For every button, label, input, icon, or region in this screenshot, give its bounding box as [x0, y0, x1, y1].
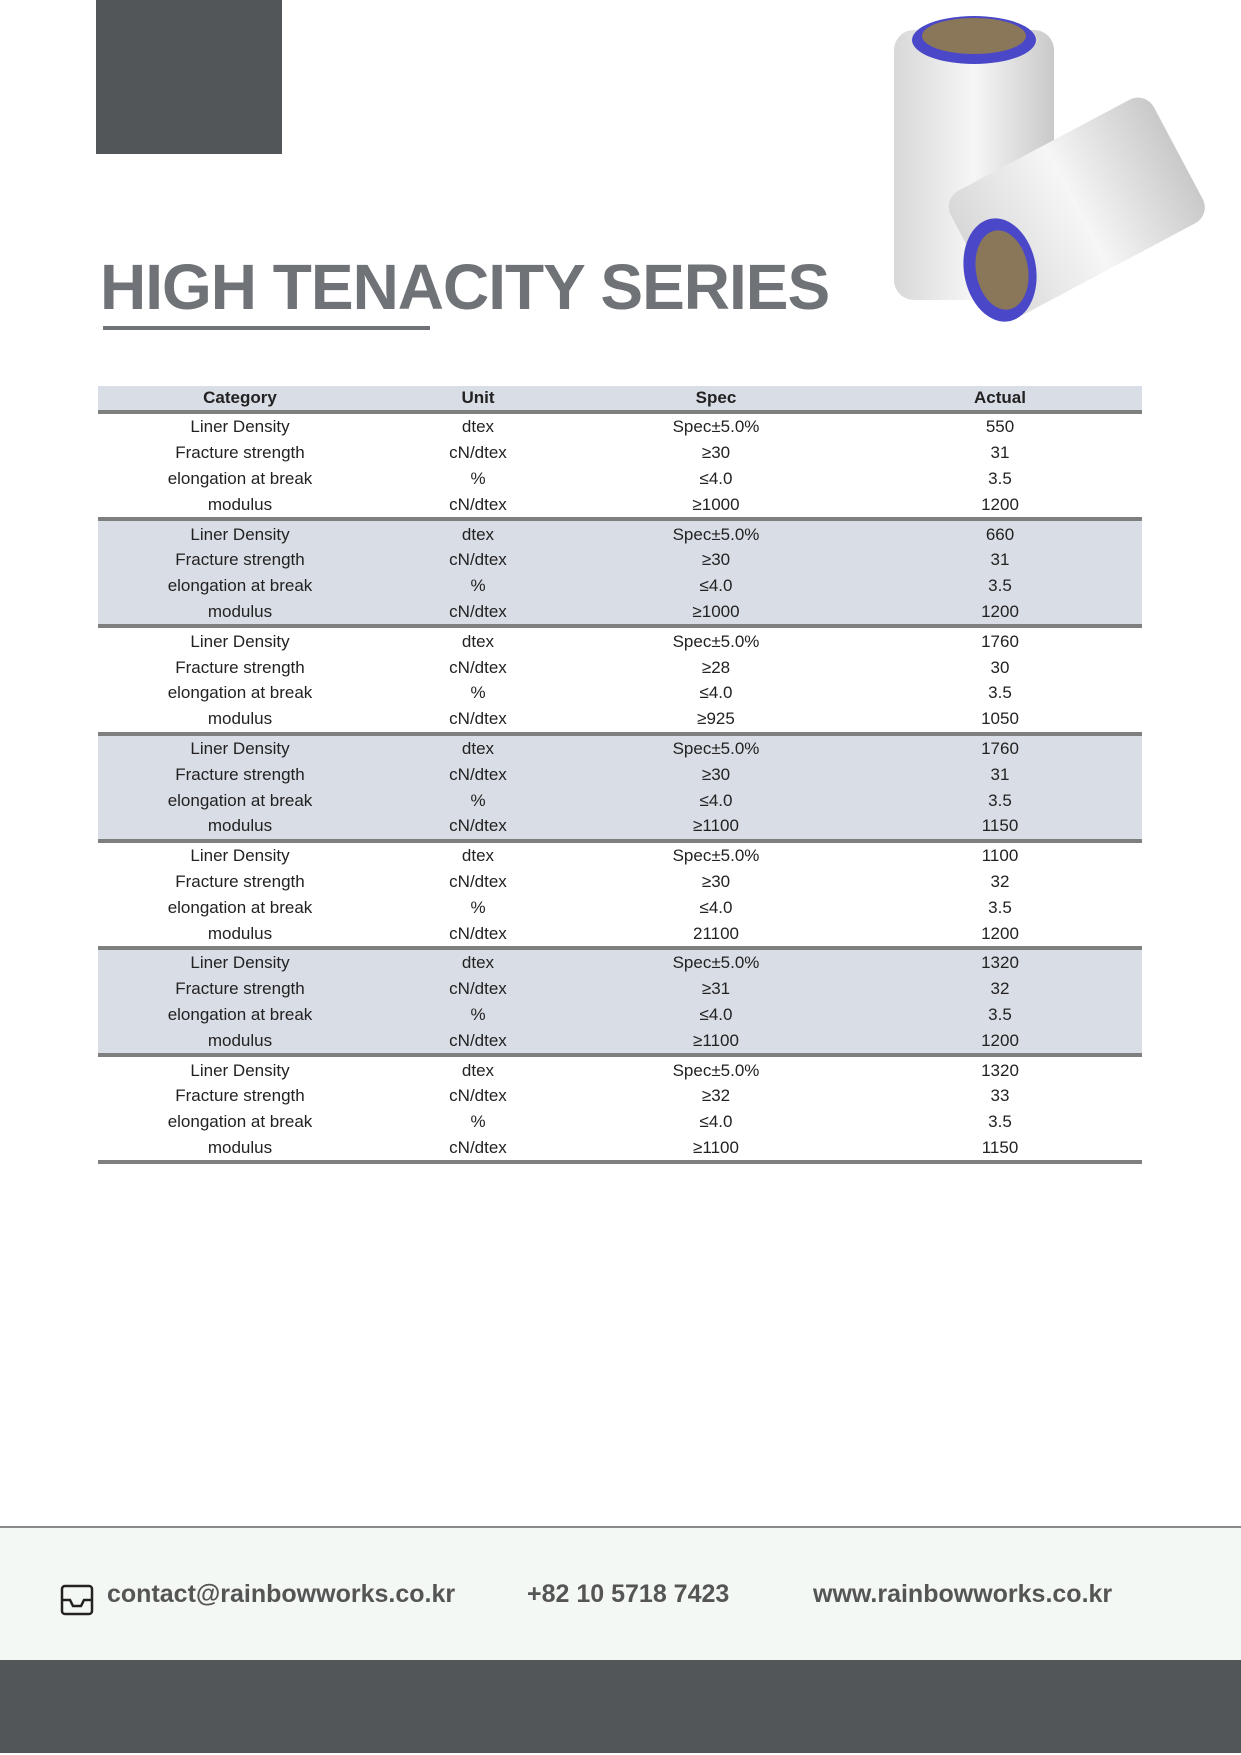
cell-spec: ≥1100 — [574, 1135, 858, 1163]
cell-category: Fracture strength — [98, 976, 382, 1002]
cell-category: elongation at break — [98, 573, 382, 599]
cell-category: Liner Density — [190, 846, 290, 866]
cell-spec: ≥925 — [574, 706, 858, 734]
cell-category: modulus — [98, 1027, 382, 1055]
footer-dark-band — [0, 1660, 1241, 1753]
cell-category: modulus — [98, 706, 382, 734]
cell-spec: Spec±5.0% — [574, 948, 858, 976]
cell-unit: dtex — [382, 948, 574, 976]
table-row — [98, 654, 1142, 680]
table-row — [98, 813, 1142, 841]
cell-spec: 21100 — [574, 920, 858, 948]
cell-unit: dtex — [461, 631, 495, 651]
cell-spec: ≥1100 — [574, 1027, 858, 1055]
cell-unit: dtex — [461, 417, 495, 437]
cell-actual: 1200 — [858, 920, 1142, 948]
cell-spec: ≥30 — [701, 871, 731, 891]
cell-category: Fracture strength — [175, 871, 305, 891]
cell-category: Fracture strength — [98, 547, 382, 573]
cell-unit: % — [382, 573, 574, 599]
cell-unit: % — [470, 897, 486, 917]
cell-spec: ≤4.0 — [699, 468, 733, 488]
header-unit: Unit — [382, 386, 574, 412]
cell-unit: % — [470, 468, 486, 488]
cell-spec: ≥1100 — [574, 813, 858, 841]
cell-unit: cN/dtex — [382, 761, 574, 787]
cell-unit: cN/dtex — [382, 491, 574, 519]
cell-actual: 33 — [990, 1086, 1010, 1106]
cell-category: elongation at break — [167, 683, 313, 703]
inbox-icon — [60, 1584, 94, 1616]
cell-category: elongation at break — [98, 787, 382, 813]
table-row — [98, 440, 1142, 466]
cell-spec: ≥1000 — [574, 599, 858, 627]
cell-unit: cN/dtex — [382, 706, 574, 734]
cell-actual: 1200 — [858, 599, 1142, 627]
cell-unit: dtex — [461, 846, 495, 866]
cell-unit: cN/dtex — [382, 547, 574, 573]
cell-category: elongation at break — [98, 1002, 382, 1028]
contact-email-link[interactable]: contact@rainbowworks.co.kr — [107, 1580, 456, 1608]
cell-actual: 1150 — [858, 813, 1142, 841]
cell-unit: dtex — [382, 734, 574, 762]
cell-spec: ≥32 — [701, 1086, 731, 1106]
cell-spec: ≤4.0 — [574, 787, 858, 813]
cell-category: Liner Density — [98, 519, 382, 547]
cell-actual: 3.5 — [988, 1112, 1012, 1132]
table-row — [98, 547, 1142, 573]
cell-actual: 1150 — [858, 1135, 1142, 1163]
cell-category: Liner Density — [190, 417, 290, 437]
cell-unit: % — [382, 787, 574, 813]
cell-category: modulus — [98, 813, 382, 841]
cell-actual: 3.5 — [858, 1002, 1142, 1028]
cell-spec: ≥30 — [574, 761, 858, 787]
cell-actual: 3.5 — [858, 573, 1142, 599]
cell-spec: ≥30 — [574, 547, 858, 573]
cell-actual: 1100 — [981, 846, 1019, 866]
table-row — [98, 1135, 1142, 1163]
table-row — [98, 680, 1142, 706]
table-row — [98, 976, 1142, 1002]
cell-spec: Spec±5.0% — [672, 1060, 760, 1080]
cell-category: Fracture strength — [98, 761, 382, 787]
cell-unit: cN/dtex — [449, 871, 507, 891]
cell-unit: cN/dtex — [382, 813, 574, 841]
cell-unit: cN/dtex — [449, 657, 507, 677]
cell-spec: ≤4.0 — [699, 683, 733, 703]
cell-spec: ≥30 — [701, 443, 731, 463]
table-row — [98, 948, 1142, 976]
cell-spec: Spec±5.0% — [574, 734, 858, 762]
table-row — [98, 787, 1142, 813]
cell-spec: ≥28 — [701, 657, 731, 677]
cell-unit: % — [470, 683, 486, 703]
table-row — [98, 599, 1142, 627]
cell-actual: 1200 — [858, 491, 1142, 519]
cell-actual: 1760 — [981, 631, 1019, 651]
cell-category: elongation at break — [167, 468, 313, 488]
cell-unit: cN/dtex — [382, 976, 574, 1002]
table-row — [98, 734, 1142, 762]
cell-category: Liner Density — [190, 631, 290, 651]
cell-actual: 3.5 — [988, 683, 1012, 703]
table-row — [98, 761, 1142, 787]
cell-actual: 660 — [858, 519, 1142, 547]
cell-unit: cN/dtex — [382, 599, 574, 627]
cell-category: modulus — [98, 491, 382, 519]
cell-unit: cN/dtex — [382, 1027, 574, 1055]
cell-category: Liner Density — [98, 948, 382, 976]
cell-actual: 3.5 — [988, 897, 1012, 917]
title-underline — [103, 326, 430, 330]
table-row — [98, 706, 1142, 734]
cell-actual: 31 — [990, 443, 1010, 463]
cell-category: Liner Density — [98, 734, 382, 762]
cell-unit: cN/dtex — [382, 1135, 574, 1163]
table-row — [98, 519, 1142, 547]
cell-spec: ≤4.0 — [699, 1112, 733, 1132]
cell-spec: ≥31 — [574, 976, 858, 1002]
cell-spec: Spec±5.0% — [672, 631, 760, 651]
table-row — [98, 466, 1142, 492]
cell-unit: cN/dtex — [449, 443, 507, 463]
cell-actual: 31 — [858, 761, 1142, 787]
cell-actual: 1320 — [858, 948, 1142, 976]
cell-category: Fracture strength — [175, 1086, 305, 1106]
cell-unit: % — [470, 1112, 486, 1132]
header-spec: Spec — [574, 386, 858, 412]
cell-actual: 30 — [990, 657, 1010, 677]
table-row — [98, 626, 1142, 654]
table-row — [98, 412, 1142, 440]
cell-category: elongation at break — [167, 897, 313, 917]
cell-actual: 32 — [858, 976, 1142, 1002]
table-row — [98, 1055, 1142, 1083]
table-row — [98, 1002, 1142, 1028]
cell-spec: Spec±5.0% — [672, 846, 760, 866]
cell-unit: dtex — [382, 519, 574, 547]
cell-unit: cN/dtex — [382, 920, 574, 948]
table-row — [98, 869, 1142, 895]
cell-spec: ≤4.0 — [699, 897, 733, 917]
cell-spec: ≤4.0 — [574, 1002, 858, 1028]
cell-category: elongation at break — [167, 1112, 313, 1132]
header-category: Category — [98, 386, 382, 412]
table-row — [98, 1027, 1142, 1055]
cell-spec: ≤4.0 — [574, 573, 858, 599]
cell-unit: % — [382, 1002, 574, 1028]
table-row — [98, 1083, 1142, 1109]
yarn-spools-image — [890, 0, 1220, 340]
cell-category: Fracture strength — [175, 443, 305, 463]
cell-category: modulus — [98, 599, 382, 627]
contact-website-link[interactable]: www.rainbowworks.co.kr — [813, 1580, 1113, 1608]
cell-actual: 3.5 — [988, 468, 1012, 488]
cell-actual: 1760 — [858, 734, 1142, 762]
cell-unit: cN/dtex — [449, 1086, 507, 1106]
table-row — [98, 573, 1142, 599]
cell-unit: dtex — [461, 1060, 495, 1080]
decorative-dark-square — [96, 0, 282, 154]
cell-actual: 1320 — [981, 1060, 1019, 1080]
spec-table — [98, 386, 1142, 1164]
cell-category: modulus — [98, 920, 382, 948]
page-title: HIGH TENACITY SERIES — [100, 251, 830, 323]
cell-spec: Spec±5.0% — [672, 417, 760, 437]
cell-actual: 550 — [985, 417, 1015, 437]
cell-spec: Spec±5.0% — [574, 519, 858, 547]
cell-spec: ≥1000 — [574, 491, 858, 519]
table-row — [98, 491, 1142, 519]
cell-actual: 32 — [990, 871, 1010, 891]
header-actual: Actual — [858, 386, 1142, 412]
table-row — [98, 920, 1142, 948]
cell-actual: 31 — [858, 547, 1142, 573]
table-row — [98, 894, 1142, 920]
table-row — [98, 841, 1142, 869]
cell-category: Liner Density — [190, 1060, 290, 1080]
table-header-row — [98, 386, 1142, 412]
cell-actual: 3.5 — [858, 787, 1142, 813]
cell-category: Fracture strength — [175, 657, 305, 677]
contact-phone: +82 10 5718 7423 — [527, 1580, 730, 1608]
cell-category: modulus — [98, 1135, 382, 1163]
table-row — [98, 1109, 1142, 1135]
cell-actual: 1200 — [858, 1027, 1142, 1055]
cell-actual: 1050 — [858, 706, 1142, 734]
